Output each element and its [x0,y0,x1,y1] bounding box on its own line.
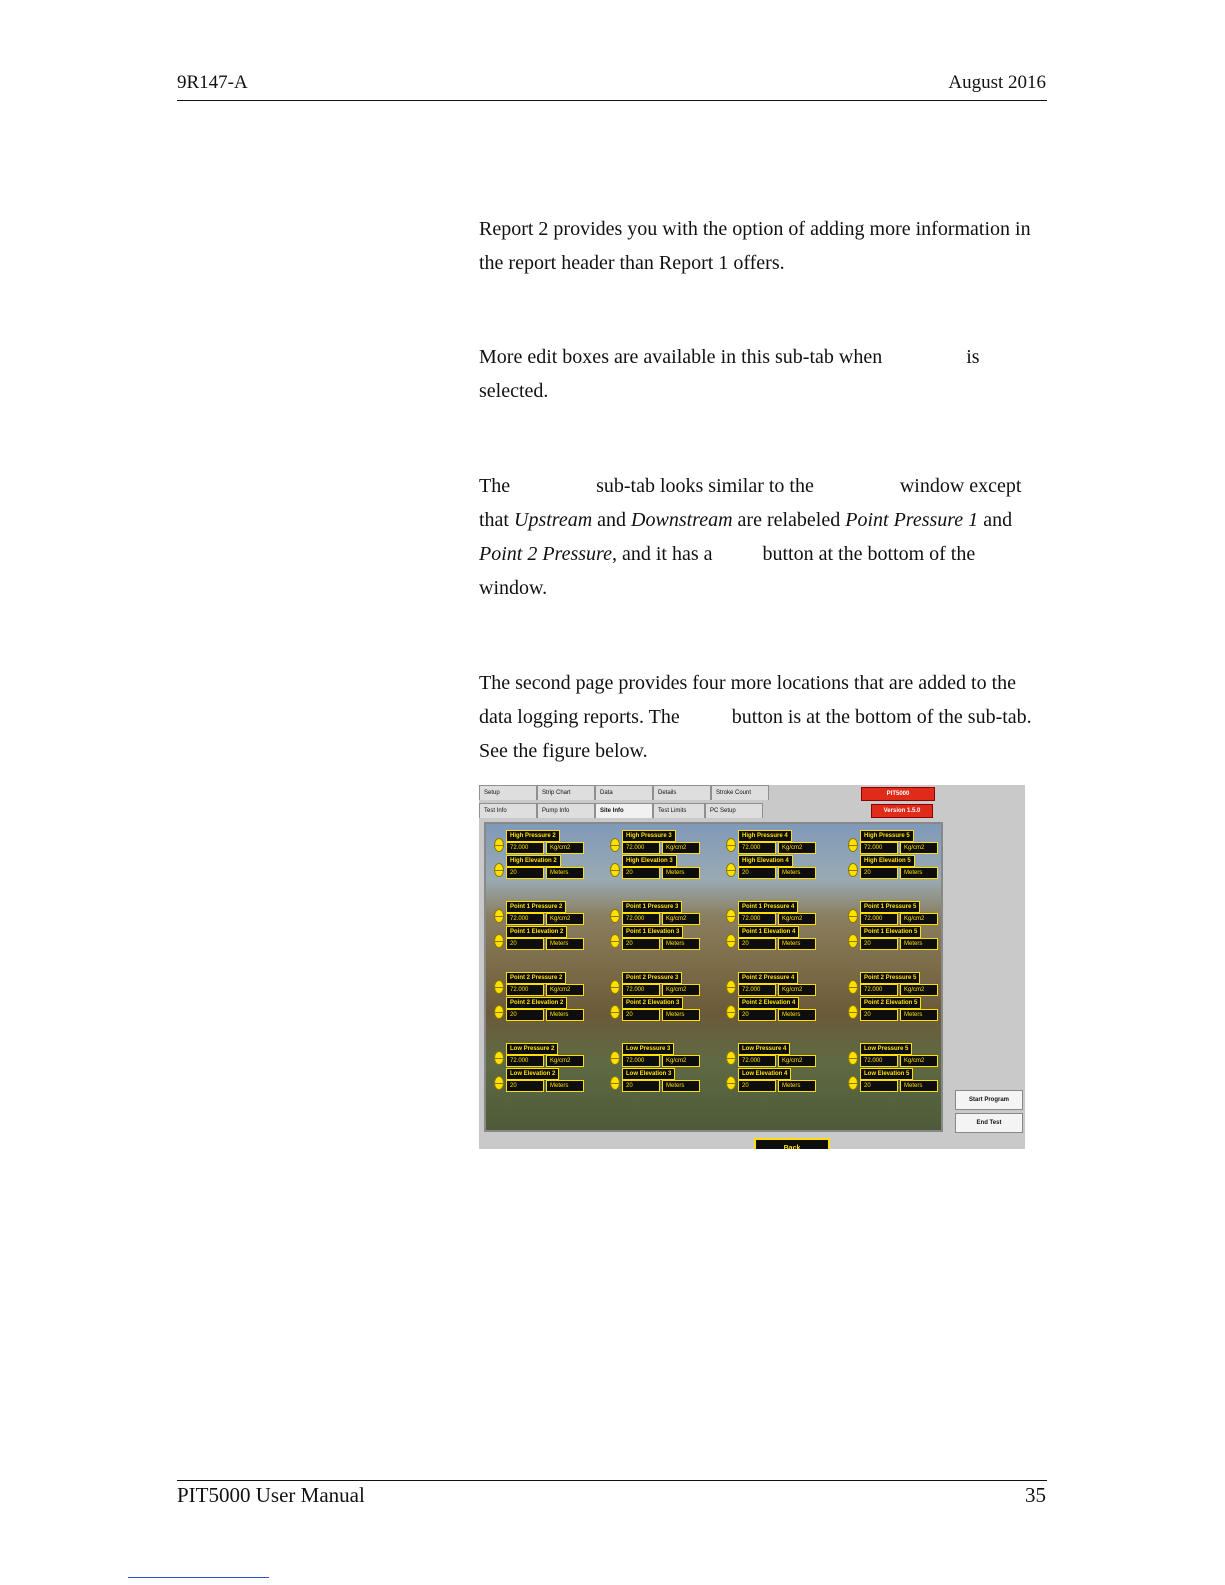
subtab-site-info[interactable]: Site Info [595,803,653,818]
elevation-value-field[interactable]: 20 [622,867,660,879]
pressure-value-field[interactable]: 72.000 [860,984,898,996]
paragraph-text: The second page provides four more locations that are added to the data logging reports. The [479,672,1017,728]
up-down-arrow-icon[interactable] [610,1076,620,1090]
up-down-arrow-icon[interactable] [494,838,504,852]
elevation-value-field[interactable]: 20 [860,1080,898,1092]
header-doc-id: 9R147-A [177,72,248,93]
pressure-label: Low Pressure 5 [860,1043,912,1055]
pressure-value-field[interactable]: 72.000 [622,984,660,996]
elevation-value-field[interactable]: 20 [506,1080,544,1092]
term-upstream: Upstream [514,509,593,531]
tab-data[interactable]: Data [595,785,653,800]
pressure-unit-field[interactable]: Kg/cm2 [662,984,700,996]
main-tab-row [479,785,769,801]
up-down-arrow-icon[interactable] [848,1005,858,1019]
up-down-arrow-icon[interactable] [494,1005,504,1019]
pressure-label: Low Pressure 4 [738,1043,790,1055]
pressure-label: Point 1 Pressure 5 [860,901,920,913]
elevation-label: Point 1 Elevation 5 [860,926,921,938]
paragraph-text: , and it has a [611,543,713,565]
pressure-value-field[interactable]: 72.000 [738,984,776,996]
pressure-value-field[interactable]: 72.000 [738,1055,776,1067]
header-date: August 2016 [948,72,1046,93]
paragraph-text: and [597,509,627,531]
up-down-arrow-icon[interactable] [610,1051,620,1065]
up-down-arrow-icon[interactable] [610,863,620,877]
pressure-value-field[interactable]: 72.000 [860,913,898,925]
up-down-arrow-icon[interactable] [494,1051,504,1065]
elevation-value-field[interactable]: 20 [506,867,544,879]
up-down-arrow-icon[interactable] [610,980,620,994]
elevation-value-field[interactable]: 20 [860,867,898,879]
up-down-arrow-icon[interactable] [848,863,858,877]
elevation-label: High Elevation 3 [622,855,677,867]
pressure-value-field[interactable]: 72.000 [622,913,660,925]
site-info-panel [484,822,943,1149]
up-down-arrow-icon[interactable] [610,838,620,852]
subtab-test-info[interactable]: Test Info [479,803,537,818]
sub-tab-row [479,803,763,819]
up-down-arrow-icon[interactable] [494,1076,504,1090]
elevation-unit-field[interactable]: Meters [662,1080,700,1092]
paragraph-text: and [983,509,1013,531]
pressure-unit-field[interactable]: Kg/cm2 [900,842,938,854]
term-downstream: Downstream [631,509,733,531]
elevation-unit-field[interactable]: Meters [546,867,584,879]
up-down-arrow-icon[interactable] [848,1076,858,1090]
paragraph-edit-boxes [479,340,1039,408]
pressure-label: High Pressure 3 [622,830,676,842]
elevation-unit-field[interactable]: Meters [900,1009,938,1021]
elevation-label: Point 1 Elevation 4 [738,926,799,938]
header-rule [177,100,1047,101]
paragraph-text: sub-tab looks similar to the [596,475,814,497]
elevation-unit-field[interactable]: Meters [662,938,700,950]
pressure-unit-field[interactable]: Kg/cm2 [900,984,938,996]
pressure-label: Point 1 Pressure 2 [506,901,566,913]
elevation-unit-field[interactable]: Meters [662,1009,700,1021]
footer-rule [177,1480,1047,1481]
pressure-label: High Pressure 5 [860,830,914,842]
app-title-badge: PIT5000 [861,787,935,801]
pressure-value-field[interactable]: 72.000 [860,1055,898,1067]
pressure-label: High Pressure 2 [506,830,560,842]
up-down-arrow-icon[interactable] [494,980,504,994]
end-test-button[interactable]: End Test [955,1113,1023,1133]
up-down-arrow-icon[interactable] [610,1005,620,1019]
up-down-arrow-icon[interactable] [848,838,858,852]
elevation-unit-field[interactable]: Meters [900,938,938,950]
elevation-value-field[interactable]: 20 [506,938,544,950]
elevation-value-field[interactable]: 20 [738,938,776,950]
pressure-label: Low Pressure 2 [506,1043,558,1055]
tab-strip-chart[interactable]: Strip Chart [537,785,595,800]
paragraph-text: More edit boxes are available in this sub-tab when [479,346,883,368]
elevation-unit-field[interactable]: Meters [778,1080,816,1092]
up-down-arrow-icon[interactable] [726,934,736,948]
pressure-label: Point 1 Pressure 3 [622,901,682,913]
elevation-value-field[interactable]: 20 [738,1009,776,1021]
paragraph-text: window except that [479,475,1022,531]
pressure-unit-field[interactable]: Kg/cm2 [662,913,700,925]
subtab-pump-info[interactable]: Pump Info [537,803,595,818]
paragraph-text: button at the bottom of the window. [479,543,976,599]
version-badge: Version 1.5.0 [871,804,933,818]
term-point-2-pressure: Point 2 Pressure [479,543,612,565]
up-down-arrow-icon[interactable] [494,909,504,923]
pressure-label: Low Pressure 3 [622,1043,674,1055]
pressure-label: High Pressure 4 [738,830,792,842]
elevation-label: Point 2 Elevation 3 [622,997,683,1009]
elevation-label: Low Elevation 4 [738,1068,791,1080]
pressure-value-field[interactable]: 72.000 [506,913,544,925]
elevation-unit-field[interactable]: Meters [546,938,584,950]
elevation-label: Point 2 Elevation 4 [738,997,799,1009]
term-point-pressure-1: Point Pressure 1 [845,509,979,531]
pressure-unit-field[interactable]: Kg/cm2 [546,913,584,925]
pressure-value-field[interactable]: 72.000 [738,842,776,854]
tab-details[interactable]: Details [653,785,711,800]
up-down-arrow-icon[interactable] [726,838,736,852]
elevation-unit-field[interactable]: Meters [778,867,816,879]
pressure-unit-field[interactable]: Kg/cm2 [778,913,816,925]
up-down-arrow-icon[interactable] [848,980,858,994]
elevation-label: Point 2 Elevation 2 [506,997,567,1009]
elevation-unit-field[interactable]: Meters [778,1009,816,1021]
elevation-unit-field[interactable]: Meters [900,1080,938,1092]
elevation-unit-field[interactable]: Meters [546,1080,584,1092]
site-info-screenshot [479,785,1025,1149]
start-program-button[interactable]: Start Program [955,1090,1023,1110]
pressure-value-field[interactable]: 72.000 [622,842,660,854]
elevation-value-field[interactable]: 20 [622,1009,660,1021]
paragraph-text: is selected. [479,346,980,402]
elevation-label: Point 1 Elevation 2 [506,926,567,938]
pressure-label: Point 2 Pressure 5 [860,972,920,984]
elevation-value-field[interactable]: 20 [860,938,898,950]
pressure-value-field[interactable]: 72.000 [738,913,776,925]
up-down-arrow-icon[interactable] [610,909,620,923]
elevation-label: Point 1 Elevation 3 [622,926,683,938]
elevation-label: High Elevation 4 [738,855,793,867]
pressure-unit-field[interactable]: Kg/cm2 [778,1055,816,1067]
tab-stroke-count[interactable]: Stroke Count [711,785,769,800]
pressure-label: Point 2 Pressure 3 [622,972,682,984]
pressure-unit-field[interactable]: Kg/cm2 [778,984,816,996]
elevation-label: Point 2 Elevation 5 [860,997,921,1009]
up-down-arrow-icon[interactable] [726,1076,736,1090]
elevation-label: Low Elevation 3 [622,1068,675,1080]
elevation-unit-field[interactable]: Meters [546,1009,584,1021]
up-down-arrow-icon[interactable] [726,909,736,923]
footer-manual-title: PIT5000 User Manual [177,1483,365,1507]
elevation-value-field[interactable]: 20 [622,938,660,950]
paragraph-subtab [479,469,1039,605]
pressure-unit-field[interactable]: Kg/cm2 [778,842,816,854]
elevation-label: High Elevation 2 [506,855,561,867]
pressure-label: Point 2 Pressure 4 [738,972,798,984]
pressure-value-field[interactable]: 72.000 [506,842,544,854]
paragraph-text: button is at the bottom of the sub-tab. See the figure below. [479,706,1032,762]
pressure-unit-field[interactable]: Kg/cm2 [546,842,584,854]
back-button[interactable]: Back [754,1138,830,1149]
pressure-unit-field[interactable]: Kg/cm2 [900,913,938,925]
elevation-unit-field[interactable]: Meters [662,867,700,879]
pressure-unit-field[interactable]: Kg/cm2 [546,1055,584,1067]
up-down-arrow-icon[interactable] [848,909,858,923]
up-down-arrow-icon[interactable] [494,863,504,877]
elevation-label: Low Elevation 5 [860,1068,913,1080]
up-down-arrow-icon[interactable] [726,1005,736,1019]
up-down-arrow-icon[interactable] [848,934,858,948]
paragraph-text: The [479,475,511,497]
pressure-label: Point 2 Pressure 2 [506,972,566,984]
pressure-label: Point 1 Pressure 4 [738,901,798,913]
up-down-arrow-icon[interactable] [726,1051,736,1065]
elevation-unit-field[interactable]: Meters [900,867,938,879]
elevation-unit-field[interactable]: Meters [778,938,816,950]
paragraph-second-page [479,666,1039,768]
up-down-arrow-icon[interactable] [726,863,736,877]
subtab-pc-setup[interactable]: PC Setup [705,803,763,818]
pressure-value-field[interactable]: 72.000 [622,1055,660,1067]
pressure-value-field[interactable]: 72.000 [506,1055,544,1067]
pressure-value-field[interactable]: 72.000 [860,842,898,854]
elevation-label: High Elevation 5 [860,855,915,867]
up-down-arrow-icon[interactable] [610,934,620,948]
elevation-value-field[interactable]: 20 [738,867,776,879]
pressure-unit-field[interactable]: Kg/cm2 [662,1055,700,1067]
pressure-unit-field[interactable]: Kg/cm2 [900,1055,938,1067]
elevation-value-field[interactable]: 20 [738,1080,776,1092]
tab-setup[interactable]: Setup [479,785,537,800]
elevation-value-field[interactable]: 20 [860,1009,898,1021]
elevation-value-field[interactable]: 20 [622,1080,660,1092]
pressure-unit-field[interactable]: Kg/cm2 [662,842,700,854]
page-number: 35 [1025,1483,1046,1507]
up-down-arrow-icon[interactable] [494,934,504,948]
paragraph-report2: Report 2 provides you with the option of adding more information in the report header than Report 1 offers. [479,218,1031,274]
subtab-test-limits[interactable]: Test Limits [653,803,705,818]
link-underline [128,1577,269,1578]
up-down-arrow-icon[interactable] [848,1051,858,1065]
pressure-value-field[interactable]: 72.000 [506,984,544,996]
up-down-arrow-icon[interactable] [726,980,736,994]
elevation-label: Low Elevation 2 [506,1068,559,1080]
elevation-value-field[interactable]: 20 [506,1009,544,1021]
pressure-unit-field[interactable]: Kg/cm2 [546,984,584,996]
paragraph-text: are relabeled [737,509,841,531]
